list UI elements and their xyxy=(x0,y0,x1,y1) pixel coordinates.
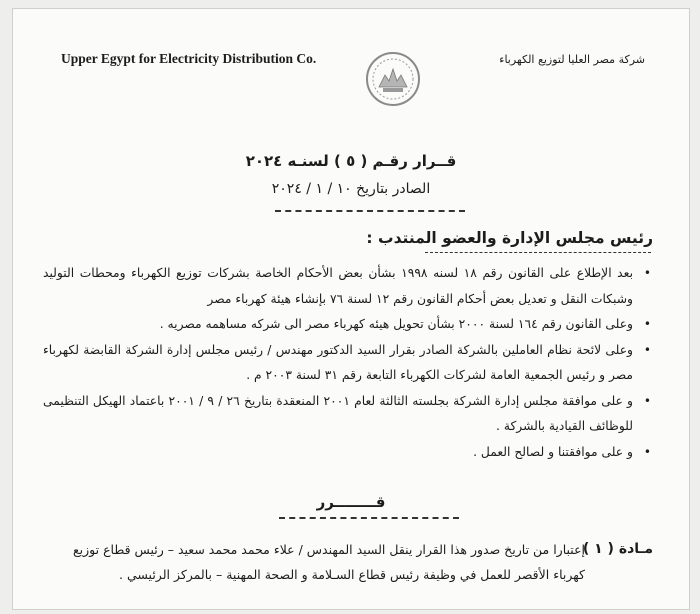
clause-text: و على موافقة مجلس إدارة الشركة بجلسته الثالثة لعام ٢٠٠١ المنعقدة بتاريخ ٢٦ / ٩ / ٢٠٠١ باعتماد الهيكل التنظيمى للوظائف القيادية بالشركة . xyxy=(43,393,633,433)
decided-heading: قــــــــرر xyxy=(316,493,386,511)
bullet-icon: • xyxy=(643,342,651,357)
preamble-clauses xyxy=(43,261,653,465)
clause-text: و على موافقتنا و لصالح العمل . xyxy=(473,444,633,459)
decided-divider xyxy=(279,517,459,519)
bullet-icon: • xyxy=(643,444,651,459)
clause-item xyxy=(43,440,653,466)
decision-date: الصادر بتاريخ ١٠ / ١ / ٢٠٢٤ xyxy=(271,181,431,197)
clause-item xyxy=(43,338,653,389)
clause-text: وعلى لائحة نظام العاملين بالشركة الصادر بقرار السيد الدكتور مهندس / رئيس مجلس إدارة الشركة القابضة لكهرباء مصر و رئيس الجمعية العامة لشركات الكهرباء التابعة رقم ٣١ لسنة ٢٠٠٣ م . xyxy=(43,342,633,382)
clause-item xyxy=(43,261,653,312)
decision-title: قــرار رقـم ( ٥ ) لسنـه ٢٠٢٤ xyxy=(245,152,457,170)
article-label: مـادة ( ١ ) xyxy=(582,541,653,557)
clause-text: وعلى القانون رقم ١٦٤ لسنة ٢٠٠٠ بشأن تحويل هيئه كهرباء مصر الى شركه مساهمه مصريه . xyxy=(159,317,633,331)
article-1 xyxy=(43,537,653,587)
addressee-underline xyxy=(425,252,651,253)
company-seal-icon xyxy=(363,49,423,109)
company-name-english: Upper Egypt for Electricity Distribution Co. xyxy=(61,51,317,66)
bullet-icon: • xyxy=(643,393,651,408)
document-page xyxy=(12,8,690,610)
company-name-arabic: شركة مصر العليا لتوزيع الكهرباء xyxy=(499,53,645,66)
addressee-heading: رئيس مجلس الإدارة والعضو المنتدب : xyxy=(366,229,653,247)
bullet-icon: • xyxy=(643,266,651,280)
clause-item xyxy=(43,389,653,440)
title-divider xyxy=(275,210,465,212)
article-text: إعتبارا من تاريخ صدور هذا القرار ينقل السيد المهندس / علاء محمد محمد سعيد – رئيس قطاع توزيع كهرباء الأقصر للعمل في وظيفة رئيس قطاع السـلامة و الصحة المهنية – بالمركز الرئيسي . xyxy=(73,542,585,582)
clause-item xyxy=(43,312,653,338)
clause-text: بعد الإطلاع على القانون رقم ١٨ لسنه ١٩٩٨ بشأن بعض الأحكام الخاصة بشركات توزيع الكهرباء ومحطات التوليد وشبكات النقل و تعديل بعض أحكام القانون رقم ١٢ لسنة ٧٦ بإنشاء هيئة كهرباء مصر xyxy=(43,266,633,306)
bullet-icon: • xyxy=(643,317,651,331)
